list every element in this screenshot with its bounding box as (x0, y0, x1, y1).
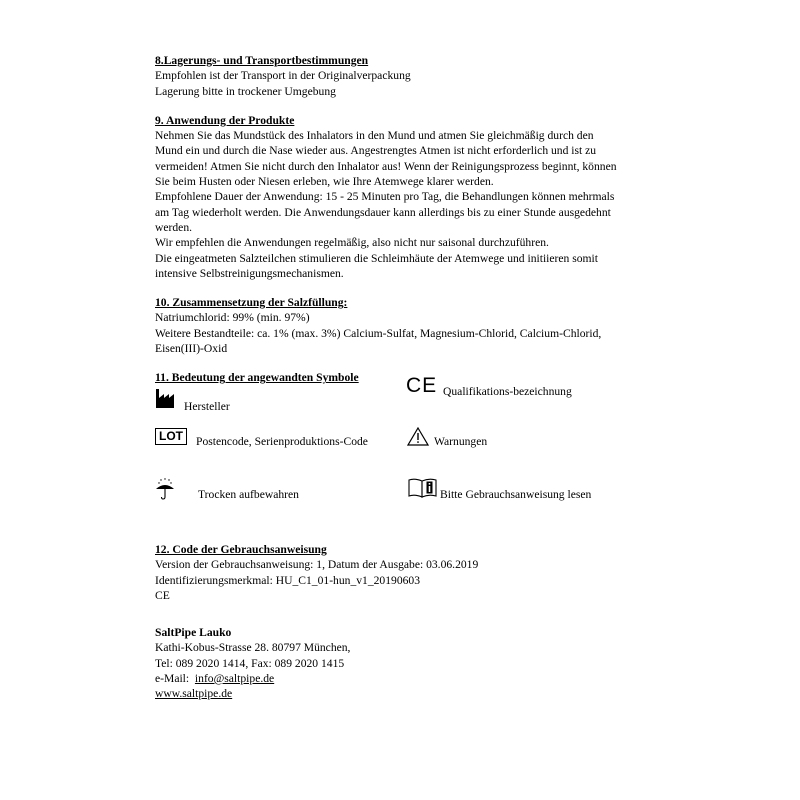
section-9-line: Mund ein und durch die Nase wieder aus. Angestrengtes Atmen ist nicht erforderlich und ist zu (155, 144, 597, 158)
company-address: Kathi-Kobus-Strasse 28. 80797 München, (155, 641, 351, 655)
section-8-heading: 8.Lagerungs- und Transportbestimmungen (155, 54, 369, 67)
section-12-heading: 12. Code der Gebrauchsanweisung (155, 543, 327, 556)
manufacturer-label: Hersteller (184, 400, 230, 413)
section-9-line: am Tag wiederholt werden. Die Anwendungsdauer kann allerdings bis zu einer Stunde ausgedehnt (155, 205, 611, 219)
section-12-line: CE (155, 588, 170, 602)
section-12-line: Version der Gebrauchsanweisung: 1, Datum der Ausgabe: 03.06.2019 (155, 558, 479, 572)
ce-label: Qualifikations-bezeichnung (443, 385, 572, 398)
contact-block (155, 625, 350, 701)
section-12-line: Identifizierungsmerkmal: HU_C1_01-hun_v1_20190603 (155, 573, 421, 587)
company-name: SaltPipe Lauko (155, 626, 232, 639)
section-9-line: Wir empfehlen die Anwendungen regelmäßig, also nicht nur saisonal durchzuführen. (155, 236, 549, 250)
ce-mark-icon: CE (406, 374, 438, 397)
document-page (155, 53, 645, 386)
warning-triangle-icon (407, 427, 429, 446)
section-12 (155, 542, 478, 603)
lot-icon: LOT (155, 428, 187, 445)
website-link[interactable]: www.saltpipe.de (155, 687, 233, 701)
lot-label: Postencode, Serienproduktions-Code (196, 435, 368, 448)
company-phone: Tel: 089 2020 1414, Fax: 089 2020 1415 (155, 656, 345, 670)
section-9-line: Nehmen Sie das Mundstück des Inhalators in den Mund und atmen Sie gleichmäßig durch den (155, 129, 594, 143)
instructions-book-icon (408, 478, 437, 498)
section-9-line: werden. (155, 220, 193, 234)
section-8-line: Lagerung bitte in trockener Umgebung (155, 84, 336, 98)
section-8-line: Empfohlen ist der Transport in der Originalverpackung (155, 69, 411, 83)
section-10-line: Natriumchlorid: 99% (min. 97%) (155, 311, 310, 325)
section-11-heading: 11. Bedeutung der angewandten Symbole (155, 371, 359, 385)
keep-dry-label: Trocken aufbewahren (198, 488, 299, 501)
keep-dry-umbrella-icon (155, 478, 175, 500)
email-prefix: e-Mail: (155, 671, 195, 685)
instructions-label: Bitte Gebrauchsanweisung lesen (440, 488, 592, 501)
section-10-line: Eisen(III)-Oxid (155, 342, 228, 356)
section-10-line: Weitere Bestandteile: ca. 1% (max. 3%) Calcium-Sulfat, Magnesium-Chlorid, Calcium-Chlorid, (155, 326, 602, 340)
section-9-line: Die eingeatmeten Salzteilchen stimulieren die Schleimhäute der Atemwege und initiieren somit (155, 251, 599, 265)
email-link[interactable]: info@saltpipe.de (194, 671, 275, 685)
section-10-heading: 10. Zusammensetzung der Salzfüllung: (155, 296, 348, 310)
warning-label: Warnungen (434, 435, 488, 448)
section-9-line: Sie beim Husten oder Niesen erleben, wie Ihre Atemwege klarer werden. (155, 175, 494, 189)
section-9-heading: 9. Anwendung der Produkte (155, 113, 295, 127)
section-9-line: vermeiden! Atmen Sie nicht durch den Inhalator aus! Wenn der Reinigungsprozess beginnt, können (155, 159, 617, 173)
section-9-line: Empfohlene Dauer der Anwendung: 15 - 25 Minuten pro Tag, die Behandlungen können mehrmals (155, 190, 615, 204)
manufacturer-icon (155, 389, 177, 409)
section-9-line: intensive Selbstreinigungsmechanismen. (155, 266, 344, 280)
company-email-line (155, 671, 350, 686)
